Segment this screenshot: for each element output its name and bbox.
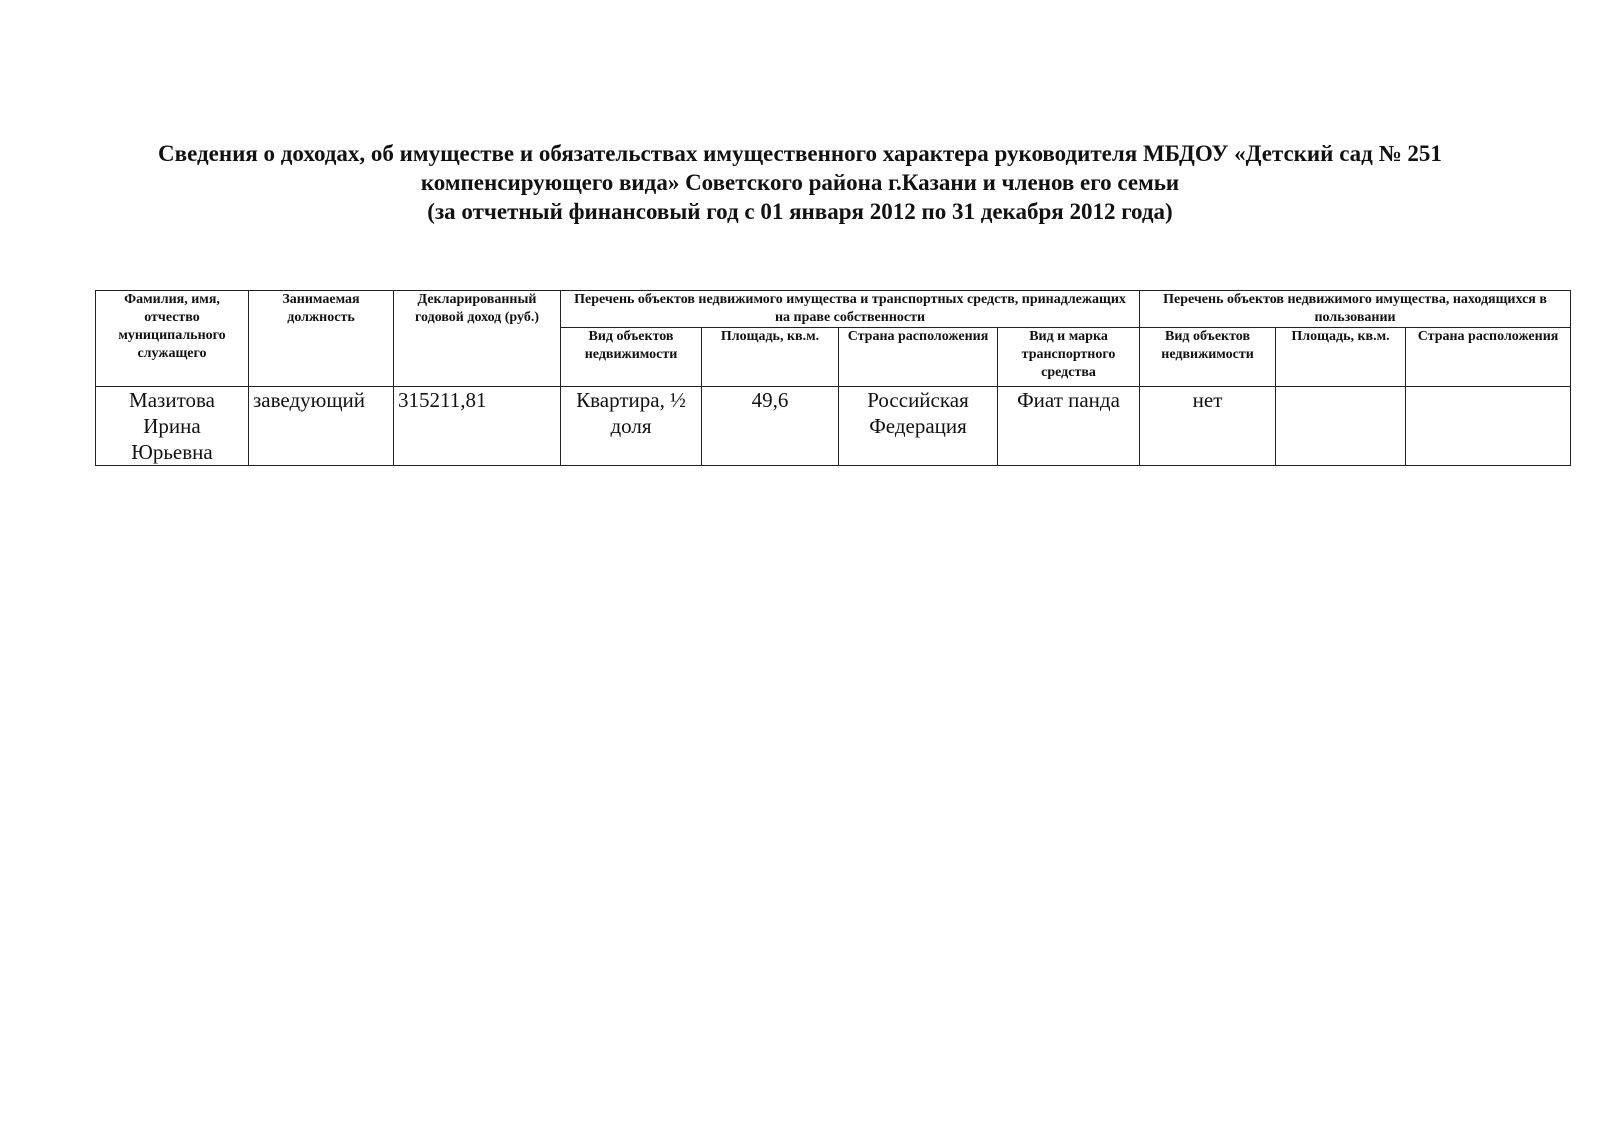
header-used-group: Перечень объектов недвижимого имущества, находящихся в пользовании [1140, 291, 1571, 328]
header-used-type: Вид объектов недвижимости [1140, 328, 1276, 387]
header-owned-group: Перечень объектов недвижимого имущества и транспортных средств, принадлежащих на праве собственности [561, 291, 1140, 328]
table-row [96, 387, 1571, 466]
cell-owned-country: Российская Федерация [839, 387, 998, 466]
header-vehicle: Вид и марка транспортного средства [998, 328, 1140, 387]
cell-owned-area: 49,6 [702, 387, 839, 466]
header-position: Занимаемая должность [249, 291, 394, 387]
header-owned-area: Площадь, кв.м. [702, 328, 839, 387]
header-name: Фамилия, имя, отчество муниципального служащего [96, 291, 249, 387]
cell-income: 315211,81 [394, 387, 561, 466]
cell-vehicle: Фиат панда [998, 387, 1140, 466]
header-owned-country: Страна расположения [839, 328, 998, 387]
title-line-3: (за отчетный финансовый год с 01 января 2012 по 31 декабря 2012 года) [427, 199, 1173, 224]
title-line-1: Сведения о доходах, об имуществе и обязательствах имущественного характера руководителя МБДОУ «Детский сад № 251 [158, 141, 1442, 166]
cell-used-type: нет [1140, 387, 1276, 466]
cell-position: заведующий [249, 387, 394, 466]
cell-owned-type: Квартира, ½ доля [561, 387, 702, 466]
header-owned-type: Вид объектов недвижимости [561, 328, 702, 387]
income-declaration-table [95, 290, 1571, 466]
title-line-2: компенсирующего вида» Советского района г.Казани и членов его семьи [420, 170, 1180, 195]
cell-name: Мазитова Ирина Юрьевна [96, 387, 249, 466]
header-used-country: Страна расположения [1406, 328, 1571, 387]
cell-used-country [1406, 387, 1571, 466]
cell-used-area [1276, 387, 1406, 466]
header-income: Декларированный годовой доход (руб.) [394, 291, 561, 387]
document-title [0, 139, 1600, 226]
header-used-area: Площадь, кв.м. [1276, 328, 1406, 387]
